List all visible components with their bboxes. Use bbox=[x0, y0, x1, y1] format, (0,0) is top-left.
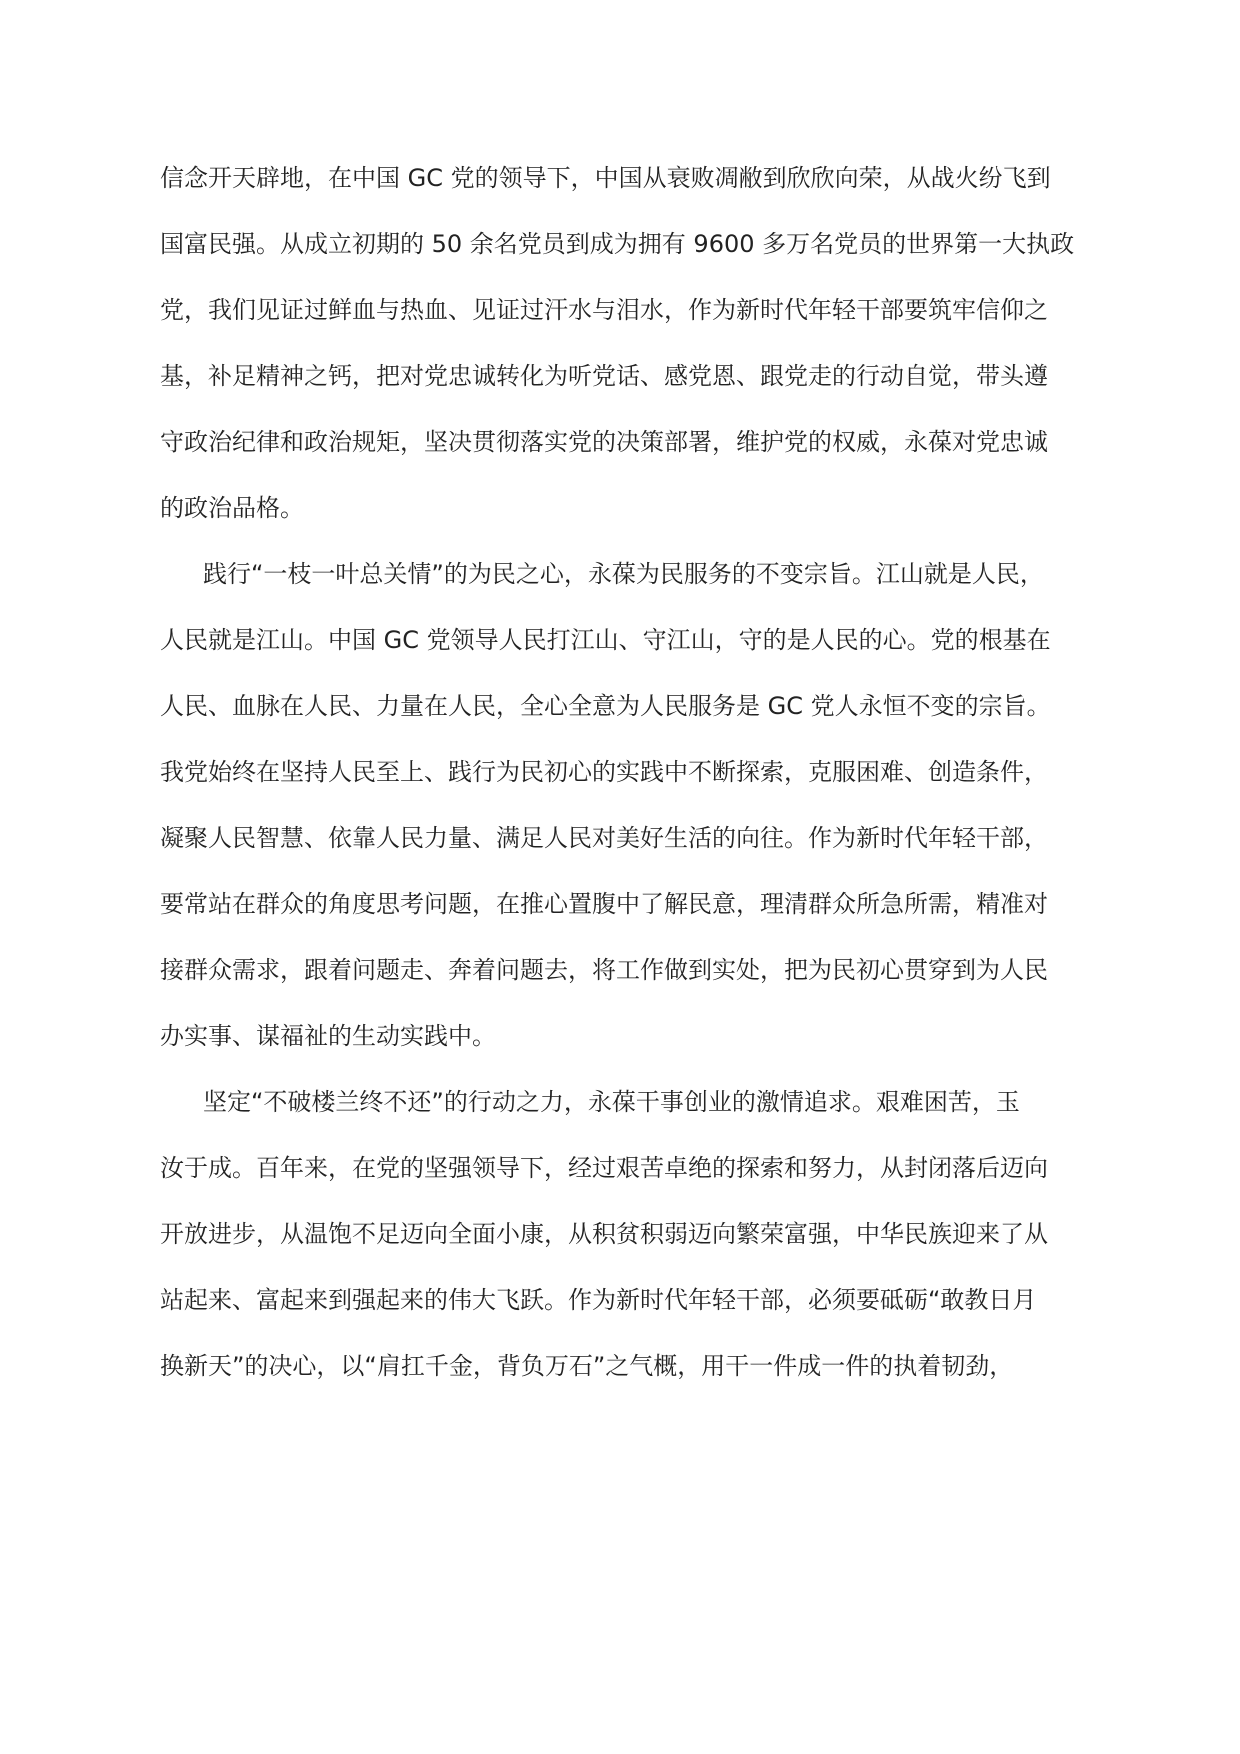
text-line: 站起来、富起来到强起来的伟大飞跃。作为新时代年轻干部，必须要砥砺“敢教日月 bbox=[160, 1286, 1037, 1314]
text-line: 开放进步，从温饱不足迈向全面小康，从积贫积弱迈向繁荣富强，中华民族迎来了从 bbox=[160, 1220, 1048, 1248]
text-line: 党，我们见证过鲜血与热血、见证过汗水与泪水，作为新时代年轻干部要筑牢信仰之 bbox=[160, 296, 1048, 324]
text-line: 守政治纪律和政治规矩，坚决贯彻落实党的决策部署，维护党的权威，永葆对党忠诚 bbox=[160, 428, 1048, 456]
text-line: 凝聚人民智慧、依靠人民力量、满足人民对美好生活的向往。作为新时代年轻干部， bbox=[160, 824, 1048, 852]
text-line: 汝于成。百年来，在党的坚强领导下，经过艰苦卓绝的探索和努力，从封闭落后迈向 bbox=[160, 1154, 1048, 1182]
text-line: 接群众需求，跟着问题走、奔着问题去，将工作做到实处，把为民初心贯穿到为人民 bbox=[160, 956, 1048, 984]
text-line: 信念开天辟地，在中国 GC 党的领导下，中国从衰败凋敝到欣欣向荣，从战火纷飞到 bbox=[160, 164, 1051, 192]
text-line: 要常站在群众的角度思考问题，在推心置腹中了解民意，理清群众所急所需，精准对 bbox=[160, 890, 1048, 918]
text-line: 的政治品格。 bbox=[160, 494, 304, 522]
paragraph-first-line: 坚定“不破楼兰终不还”的行动之力，永葆干事创业的激情追求。艰难困苦，玉 bbox=[203, 1088, 1020, 1116]
text-line: 我党始终在坚持人民至上、践行为民初心的实践中不断探索，克服困难、创造条件， bbox=[160, 758, 1048, 786]
text-line: 办实事、谋福祉的生动实践中。 bbox=[160, 1022, 496, 1050]
paragraph-first-line: 践行“一枝一叶总关情”的为民之心，永葆为民服务的不变宗旨。江山就是人民， bbox=[203, 560, 1044, 588]
text-line: 人民、血脉在人民、力量在人民，全心全意为人民服务是 GC 党人永恒不变的宗旨。 bbox=[160, 692, 1051, 720]
text-line: 换新天”的决心，以“肩扛千金，背负万石”之气概，用干一件成一件的执着韧劲， bbox=[160, 1352, 1014, 1380]
text-line: 基，补足精神之钙，把对党忠诚转化为听党话、感党恩、跟党走的行动自觉，带头遵 bbox=[160, 362, 1048, 390]
text-line: 国富民强。从成立初期的 50 余名党员到成为拥有 9600 多万名党员的世界第一大执政 bbox=[160, 230, 1075, 258]
text-line: 人民就是江山。中国 GC 党领导人民打江山、守江山，守的是人民的心。党的根基在 bbox=[160, 626, 1051, 654]
